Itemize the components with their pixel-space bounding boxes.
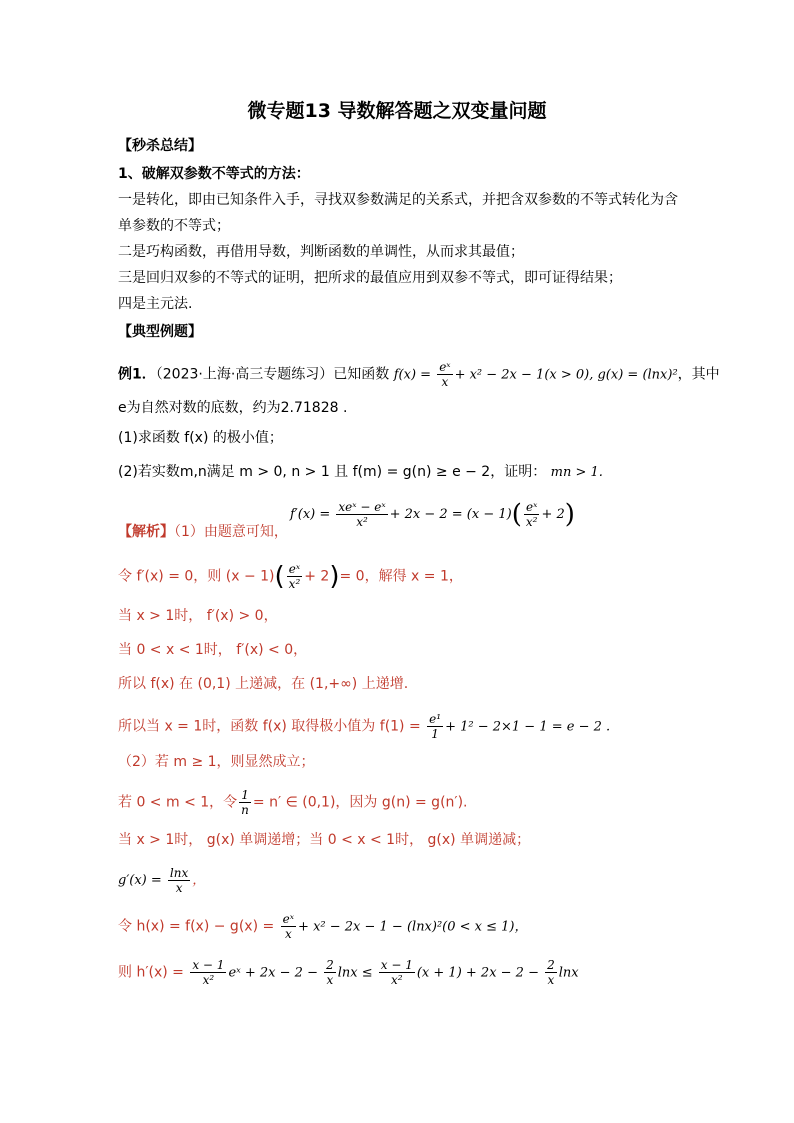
fraction-h: $\frac{\text{eˣ}}{x}$ [282, 912, 295, 941]
method-heading: 1、破解双参数不等式的方法： [118, 166, 310, 182]
derivative-lhs: f′(x) = [290, 507, 335, 522]
question-2 [118, 462, 603, 483]
fraction-ex-over-x: $\frac{\text{eˣ}}{x}$ [439, 360, 451, 389]
h-derivative-part-c: lnx ≤ [337, 965, 377, 981]
question-2-condition: (2)若实数m,n满足 m > 0, n > 1 且 f(m) = g(n) ≥ e − 2，证明： [118, 464, 547, 480]
h-definition-lhs: 令 h(x) = f(x) − g(x) = [118, 918, 279, 935]
g-derivative-tail: ， [192, 873, 206, 888]
fraction-derivative-inner: $\frac{\text{eˣ}}{\text{x²}}$ [525, 500, 538, 529]
fraction-hp-4: $\frac{2}{x}$ [547, 958, 555, 987]
example-source: （2023·上海·高三专题练习）已知函数 [155, 366, 390, 383]
solution-intro [118, 522, 288, 542]
g-derivative-lhs: g′(x) = [118, 873, 166, 888]
fraction-critical: $\frac{\text{eˣ}}{\text{x²}}$ [288, 562, 301, 591]
function-f-lhs: f(x) = [393, 367, 436, 383]
case-x-between-0-1: 当 0 < x < 1时， f′(x) < 0， [118, 642, 308, 658]
h-derivative [118, 958, 579, 987]
fraction-hp-2: $\frac{2}{x}$ [326, 958, 334, 987]
fraction-hp-3: $\frac{x - 1}{\text{x²}}$ [380, 958, 413, 987]
euler-number-note: e为自然对数的底数，约为2.71828 . [118, 400, 348, 416]
example-tail: ，其中 [677, 366, 720, 383]
fraction-hp-1: $\frac{x - 1}{\text{x²}}$ [192, 958, 225, 987]
part-2-case-m-lt-1 [118, 788, 468, 817]
part-2-substitution-rest: = n′ ∈ (0,1)，因为 g(n) = g(n′). [252, 794, 468, 811]
function-f-g-rest: + x² − 2x − 1(x > 0), g(x) = (lnx)² [454, 367, 678, 383]
derivative-formula: f′(x) = $\frac{\text{xeˣ − eˣ}}{\text{x²}}$ + 2x − 2 = (x − 1)( $\frac{\text{eˣ}}{\text{x²}}$ + 2) [290, 499, 575, 530]
h-derivative-part-e: lnx [558, 965, 579, 981]
minimum-value [118, 712, 610, 741]
part-2-substitution-lhs: 若 0 < m < 1，令 [118, 794, 238, 811]
example-label: 例1． [118, 366, 156, 383]
g-derivative [118, 866, 205, 895]
derivative-inner-tail: + 2 [541, 507, 565, 522]
example-1-statement [118, 360, 720, 389]
question-2-claim: mn > 1. [550, 465, 603, 480]
fraction-1-over-n: $\frac{1}{n}$ [241, 788, 249, 817]
method-item-4: 四是主元法. [118, 296, 193, 312]
minimum-value-lhs: 所以当 x = 1时，函数 f(x) 取得极小值为 f(1) = [118, 718, 426, 735]
minimum-value-rest: + 1² − 2×1 − 1 = e − 2 . [445, 719, 611, 735]
solution-label: 【解析】 [118, 524, 174, 540]
method-item-1: 一是转化，即由已知条件入手，寻找双参数满足的关系式，并把含双参数的不等式转化为含 [118, 192, 678, 208]
question-1: (1)求函数 f(x) 的极小值； [118, 430, 283, 446]
critical-point-inner: + 2 [304, 568, 330, 585]
method-item-2: 二是巧构函数，再借用导数，判断函数的单调性，从而求其最值； [118, 244, 524, 260]
method-item-1-cont: 单参数的不等式； [118, 218, 230, 234]
critical-point-result: = 0，解得 x = 1， [339, 568, 463, 585]
fraction-lnx-over-x: $\frac{\ln x}{x}$ [169, 866, 189, 895]
fraction-derivative: $\frac{\text{xeˣ − eˣ}}{\text{x²}}$ [338, 500, 386, 529]
h-derivative-lhs: 则 h′(x) = [118, 964, 189, 981]
h-derivative-part-d: (x + 1) + 2x − 2 − [416, 965, 544, 981]
solution-part-1-intro: （1）由题意可知， [174, 524, 288, 540]
page-title: 微专题13 导数解答题之双变量问题 [247, 100, 547, 122]
critical-point-lhs: 令 f′(x) = 0，则 (x − 1) [118, 568, 275, 585]
derivative-mid: + 2x − 2 = (x − 1) [389, 507, 512, 522]
part-2-case-m-ge-1: （2）若 m ≥ 1，则显然成立； [118, 754, 315, 770]
method-item-3: 三是回归双参的不等式的证明，把所求的最值应用到双参不等式，即可证得结果； [118, 270, 622, 286]
section-heading-summary: 【秒杀总结】 [118, 138, 202, 154]
h-definition [118, 912, 528, 941]
monotonicity-conclusion: 所以 f(x) 在 (0,1) 上递减，在 (1,+∞) 上递增. [118, 676, 409, 692]
g-monotonicity: 当 x > 1时， g(x) 单调递增；当 0 < x < 1时， g(x) 单调递减； [118, 832, 531, 848]
h-derivative-part-b: eˣ + 2x − 2 − [228, 965, 323, 981]
section-heading-examples: 【典型例题】 [118, 324, 202, 340]
fraction-e1-over-1: $\frac{\text{e¹}}{1}$ [429, 712, 442, 741]
solve-critical-point: 令 f′(x) = 0，则 (x − 1)( $\frac{\text{eˣ}}{\text{x²}}$ + 2)= 0，解得 x = 1， [118, 561, 463, 592]
case-x-greater-1: 当 x > 1时， f′(x) > 0， [118, 608, 278, 624]
h-definition-rest: + x² − 2x − 1 − (lnx)²(0 < x ≤ 1)， [298, 919, 528, 935]
